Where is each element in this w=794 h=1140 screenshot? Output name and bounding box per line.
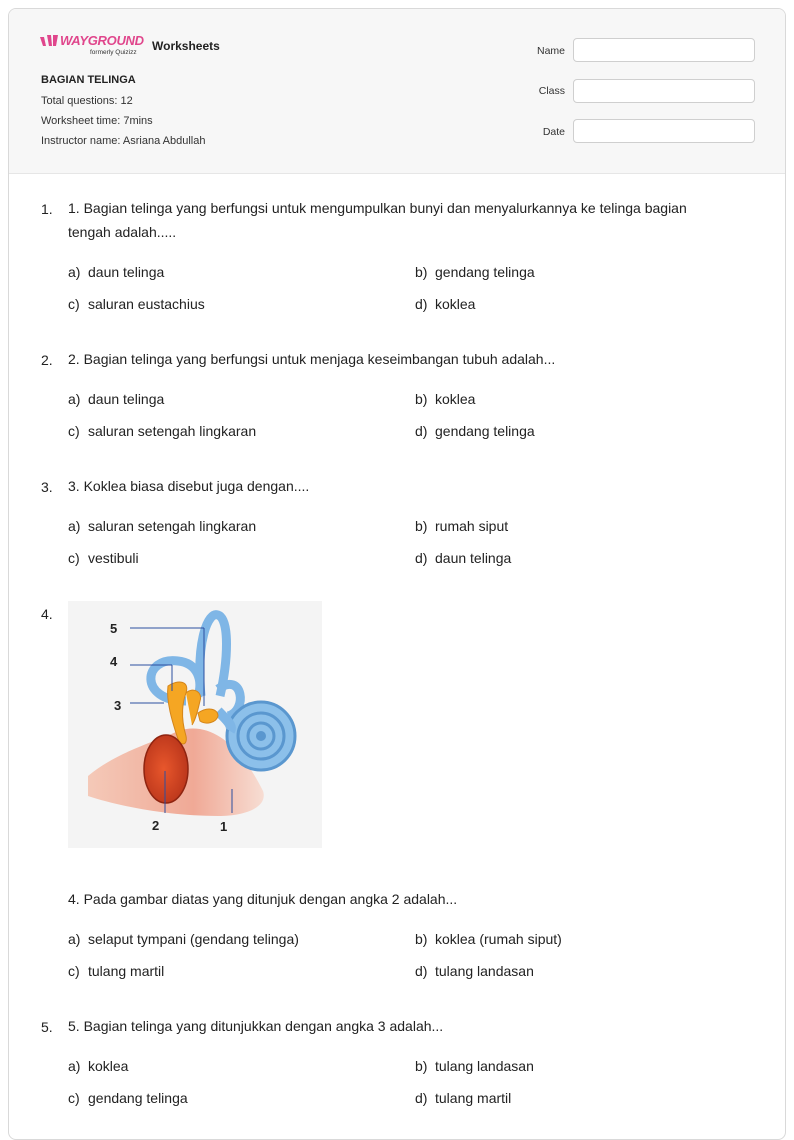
question-text: 4. Pada gambar diatas yang ditunjuk dengan angka 2 adalah...: [68, 891, 458, 907]
option-text: koklea: [435, 391, 476, 407]
worksheet-header: [9, 9, 785, 174]
option-letter: c): [68, 423, 80, 439]
option-letter: b): [415, 264, 428, 280]
option-letter: d): [415, 423, 428, 439]
option-letter: c): [68, 963, 80, 979]
brand-subtitle: formerly Quizizz: [90, 49, 137, 56]
option-text: gendang telinga: [435, 264, 535, 280]
diagram-label-3: 3: [114, 698, 122, 713]
class-label: Class: [538, 85, 565, 97]
question-number: 5.: [41, 1019, 53, 1035]
question-number: 4.: [41, 606, 53, 622]
option-letter: d): [415, 963, 428, 979]
option-text: rumah siput: [435, 518, 509, 534]
option-a[interactable]: [68, 264, 164, 280]
option-d[interactable]: [415, 550, 511, 566]
option-text: koklea: [88, 1058, 129, 1074]
option-b[interactable]: [415, 931, 562, 947]
option-c[interactable]: [68, 1090, 188, 1106]
option-a[interactable]: [68, 518, 256, 534]
option-b[interactable]: [415, 518, 508, 534]
option-text: saluran setengah lingkaran: [88, 423, 257, 439]
question-number: 2.: [41, 352, 53, 368]
ear-anatomy-illustration: [68, 601, 322, 848]
question-text: 3. Koklea biasa disebut juga dengan....: [68, 478, 310, 494]
diagram-label-5: 5: [110, 621, 118, 636]
doc-type-label: Worksheets: [152, 39, 220, 53]
option-letter: b): [415, 1058, 428, 1074]
option-d[interactable]: [415, 423, 535, 439]
option-text: gendang telinga: [88, 1090, 188, 1106]
option-d[interactable]: [415, 296, 475, 312]
option-text: tulang landasan: [435, 963, 534, 979]
date-field[interactable]: [573, 119, 755, 143]
option-c[interactable]: [68, 550, 139, 566]
worksheet-page: [8, 8, 786, 1140]
total-questions: Total questions: 12: [41, 95, 133, 107]
question-number: 1.: [41, 201, 53, 217]
option-text: daun telinga: [88, 391, 165, 407]
question-text: 5. Bagian telinga yang ditunjukkan dengan angka 3 adalah...: [68, 1018, 444, 1034]
brand-mark-icon: [40, 35, 60, 47]
brand-logo: [40, 33, 144, 59]
option-letter: a): [68, 931, 81, 947]
option-a[interactable]: [68, 1058, 128, 1074]
option-text: gendang telinga: [435, 423, 535, 439]
option-c[interactable]: [68, 296, 205, 312]
option-text: tulang landasan: [435, 1058, 534, 1074]
option-text: vestibuli: [88, 550, 139, 566]
diagram-label-2: 2: [152, 818, 160, 833]
instructor-name: Instructor name: Asriana Abdullah: [41, 135, 206, 147]
option-d[interactable]: [415, 1090, 511, 1106]
option-d[interactable]: [415, 963, 534, 979]
option-letter: b): [415, 518, 428, 534]
name-label: Name: [536, 45, 565, 57]
option-text: daun telinga: [88, 264, 165, 280]
name-field[interactable]: [573, 38, 755, 62]
worksheet-time: Worksheet time: 7mins: [41, 115, 153, 127]
option-letter: a): [68, 1058, 81, 1074]
question-text: 2. Bagian telinga yang berfungsi untuk menjaga keseimbangan tubuh adalah...: [68, 351, 556, 367]
option-letter: c): [68, 296, 80, 312]
option-text: saluran eustachius: [88, 296, 205, 312]
option-letter: d): [415, 550, 428, 566]
option-letter: a): [68, 264, 81, 280]
option-letter: b): [415, 391, 428, 407]
option-text: koklea: [435, 296, 476, 312]
option-b[interactable]: [415, 1058, 534, 1074]
option-a[interactable]: [68, 931, 299, 947]
option-letter: d): [415, 296, 428, 312]
brand-wordmark: WAYGROUND: [60, 33, 144, 48]
option-c[interactable]: [68, 963, 164, 979]
option-letter: a): [68, 391, 81, 407]
option-text: tulang martil: [435, 1090, 512, 1106]
date-label: Date: [542, 126, 565, 138]
option-text: selaput tympani (gendang telinga): [88, 931, 299, 947]
option-letter: c): [68, 550, 80, 566]
option-letter: d): [415, 1090, 428, 1106]
option-letter: c): [68, 1090, 80, 1106]
option-c[interactable]: [68, 423, 256, 439]
option-text: tulang martil: [88, 963, 165, 979]
question-text: 1. Bagian telinga yang berfungsi untuk mengumpulkan bunyi dan menyalurkannya ke telinga bagian tengah adalah.....: [68, 200, 687, 240]
diagram-label-1: 1: [220, 819, 228, 834]
option-b[interactable]: [415, 391, 475, 407]
option-letter: b): [415, 931, 428, 947]
ear-diagram: [68, 601, 322, 848]
option-text: saluran setengah lingkaran: [88, 518, 257, 534]
option-letter: a): [68, 518, 81, 534]
option-b[interactable]: [415, 264, 535, 280]
worksheet-title: BAGIAN TELINGA: [41, 74, 136, 86]
option-text: daun telinga: [435, 550, 512, 566]
question-number: 3.: [41, 479, 53, 495]
option-text: koklea (rumah siput): [435, 931, 562, 947]
diagram-label-4: 4: [110, 654, 118, 669]
option-a[interactable]: [68, 391, 164, 407]
class-field[interactable]: [573, 79, 755, 103]
